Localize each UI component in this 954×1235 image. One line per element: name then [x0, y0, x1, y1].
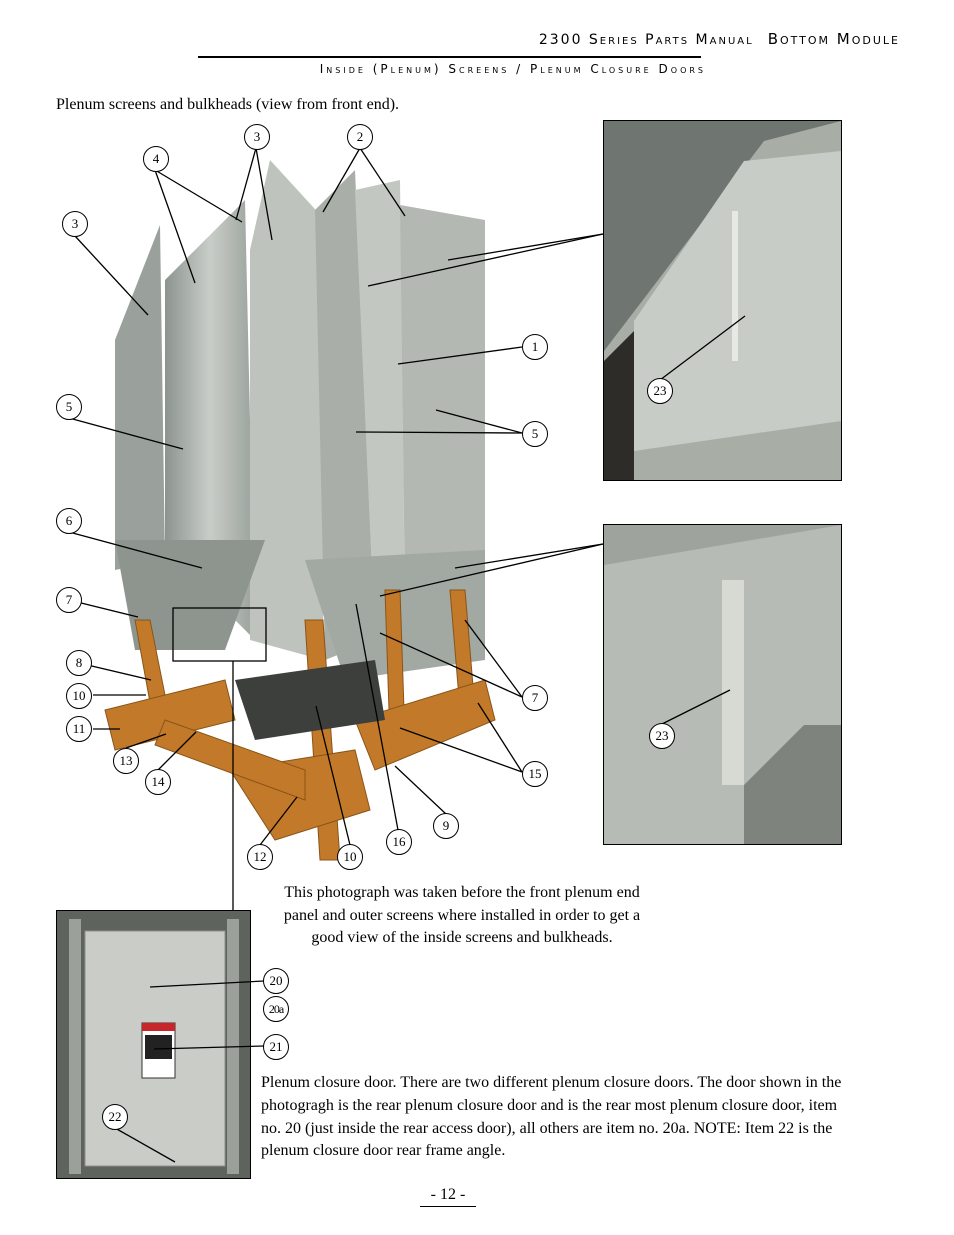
inset-top-illustration: [604, 121, 841, 480]
callout-21: 21: [263, 1034, 289, 1060]
closure-door-photo: [56, 910, 251, 1179]
callout-9: 9: [433, 813, 459, 839]
callout-16: 16: [386, 829, 412, 855]
closure-door-description: Plenum closure door. There are two different plenum closure doors. The door shown in the photogragh is the rear plenum closure door and is the rear most plenum closure door, item no. 20 (just inside the rear access door), all others are item no. 20a. NOTE: Item 22 is the plenum closure door rear frame angle.: [261, 1074, 842, 1160]
inset-middle-illustration: [604, 525, 841, 844]
callout-11: 11: [66, 716, 92, 742]
callout-2: 2: [347, 124, 373, 150]
callout-23-middle: 23: [649, 723, 675, 749]
callout-3-top: 3: [244, 124, 270, 150]
callout-22: 22: [102, 1104, 128, 1130]
header-rule: [198, 56, 701, 58]
header-subtitle: Inside (Plenum) Screens / Plenum Closure Doors: [319, 62, 706, 76]
manual-title: 2300 Series Parts Manual: [538, 32, 754, 48]
callout-15: 15: [522, 761, 548, 787]
figure-caption: Plenum screens and bulkheads (view from front end).: [56, 96, 400, 113]
callout-13: 13: [113, 748, 139, 774]
callout-14: 14: [145, 769, 171, 795]
callout-10-bottom: 10: [337, 844, 363, 870]
callout-7-right: 7: [522, 685, 548, 711]
callout-4: 4: [143, 146, 169, 172]
closure-door-illustration: [57, 911, 250, 1178]
module-title: Bottom Module: [767, 30, 900, 48]
header-title: [0, 30, 900, 48]
callout-20: 20: [263, 968, 289, 994]
callout-23-top: 23: [647, 378, 673, 404]
callout-12: 12: [247, 844, 273, 870]
callout-5-left: 5: [56, 394, 82, 420]
photo-note: This photograph was taken before the front plenum end panel and outer screens where installed in order to get a good view of the inside screens and bulkheads.: [283, 884, 641, 946]
inset-photo-top: [603, 120, 842, 481]
callout-3-left: 3: [62, 211, 88, 237]
callout-1: 1: [522, 334, 548, 360]
callout-5-right: 5: [522, 421, 548, 447]
page-number: - 12 -: [420, 1186, 476, 1207]
callout-20a: 20a: [263, 996, 289, 1022]
callout-10-left: 10: [66, 683, 92, 709]
callout-6: 6: [56, 508, 82, 534]
callout-8: 8: [66, 650, 92, 676]
inset-photo-middle: [603, 524, 842, 845]
callout-7-left: 7: [56, 587, 82, 613]
